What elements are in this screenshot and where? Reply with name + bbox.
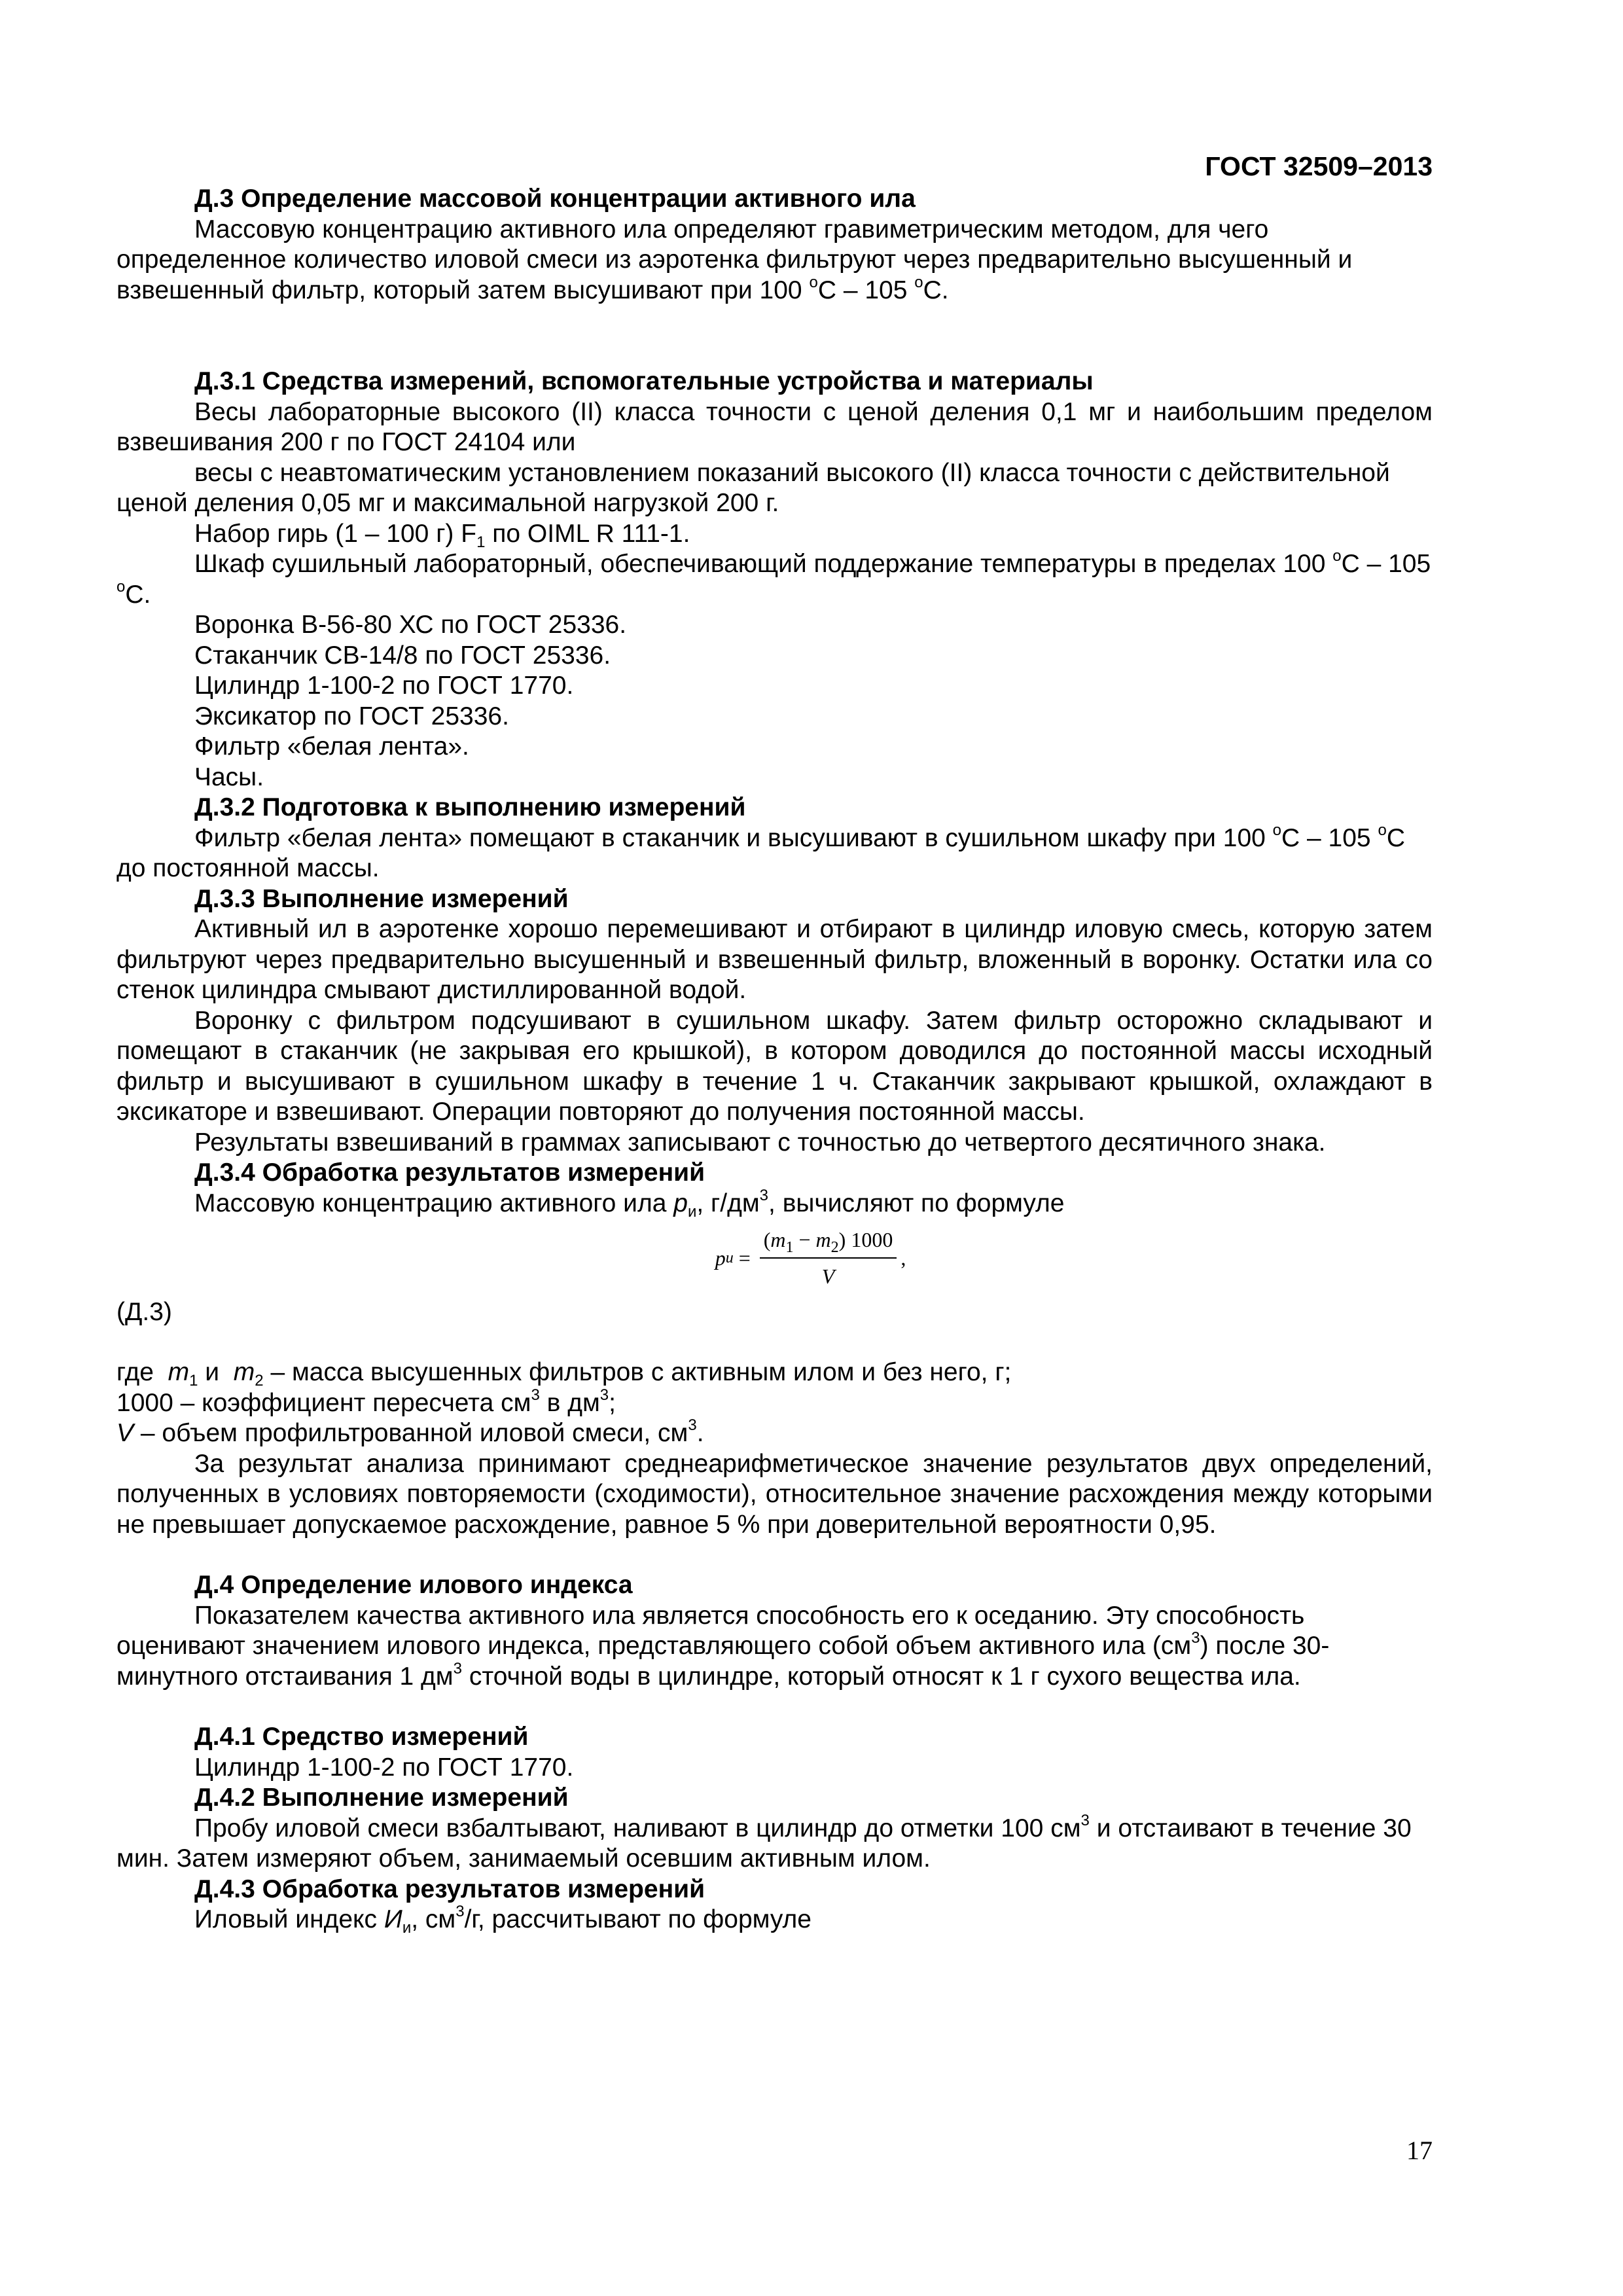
text: , г/дм xyxy=(696,1189,760,1217)
subscript: 1 xyxy=(476,533,486,551)
list-item-funnel: Воронка В-56-80 ХС по ГОСТ 25336. xyxy=(194,611,627,639)
section-heading-d43: Д.4.3 Обработка результатов измерений xyxy=(194,1874,705,1903)
standard-header: ГОСТ 32509–2013 xyxy=(1205,151,1433,181)
text: и xyxy=(198,1358,234,1386)
section-heading-d32: Д.3.2 Подготовка к выполнению измерений xyxy=(194,793,746,821)
formula-lhs: р xyxy=(715,1246,726,1270)
list-item-cylinder-d41: Цилиндр 1-100-2 по ГОСТ 1770. xyxy=(194,1753,574,1782)
paragraph-sampling: Активный ил в аэротенке хорошо перемешивают и отбирают в цилиндр иловую смесь, которую затем фильтруют через предварительно высушенный и взвешенный фильтр, вложенный в воронку. Остатки ила со стенок цилиндра смывают дистиллированной водой. xyxy=(116,915,1433,1004)
formula-equals: = xyxy=(733,1246,756,1270)
text: С – 105 xyxy=(1281,823,1378,852)
where-line-volume xyxy=(116,1418,1433,1449)
subscript: 2 xyxy=(255,1372,264,1390)
text: 1000 – коэффициент пересчета см xyxy=(116,1388,531,1417)
text: Пробу иловой смеси взбалтывают, наливают в цилиндр до отметки 100 см xyxy=(194,1814,1081,1842)
degree-mark: o xyxy=(809,273,818,291)
text: Массовую концентрацию активного ила xyxy=(194,1189,674,1217)
text: сточной воды в цилиндре, который относят к 1 г сухого вещества ила. xyxy=(461,1662,1301,1691)
paren-and-factor: ) 1000 xyxy=(838,1227,893,1251)
where-line-coefficient xyxy=(116,1388,1433,1419)
section-heading-d31: Д.3.1 Средства измерений, вспомогательные устройства и материалы xyxy=(194,367,1094,395)
spacer xyxy=(116,306,1433,367)
text: /г, рассчитывают по формуле xyxy=(464,1905,812,1933)
paren: ( xyxy=(763,1227,771,1251)
formula-denominator: V xyxy=(821,1265,835,1288)
paragraph-preparation xyxy=(116,823,1433,884)
text: Массовую концентрацию активного ила определяют гравиметрическим методом, для чего определенное количество иловой смеси из аэротенка фильтруют через предварительно высушенный и взвешенный фильтр, который затем высушивают при 100 xyxy=(116,215,1353,304)
section-heading-d3: Д.3 Определение массовой концентрации активного ила xyxy=(194,185,916,213)
paragraph-scales-2: весы с неавтоматическим установлением показаний высокого (II) класса точности с действительной ценой деления 0,05 мг и максимальной нагрузкой 200 г. xyxy=(116,458,1390,517)
formula-d3: р и = $\frac{(m_1 - m_2) 1000}{V}$ , xyxy=(116,1219,1433,1297)
degree-mark: o xyxy=(1272,821,1282,839)
degree-mark: o xyxy=(1378,821,1387,839)
degree-mark: o xyxy=(914,273,923,291)
minus-sign: − xyxy=(793,1227,816,1251)
section-heading-d34: Д.3.4 Обработка результатов измерений xyxy=(194,1158,705,1187)
text: – объем профильтрованной иловой смеси, см xyxy=(134,1419,688,1447)
list-item-beaker: Стаканчик СВ-14/8 по ГОСТ 25336. xyxy=(194,641,611,670)
paragraph-oven xyxy=(116,549,1433,610)
text: С – 105 xyxy=(817,276,915,304)
text: по OIML R 111-1. xyxy=(485,519,690,548)
text: Иловый индекс xyxy=(194,1905,384,1933)
subscript: 2 xyxy=(830,1238,839,1256)
spacer xyxy=(116,1692,1433,1722)
page-content xyxy=(116,184,1433,1935)
text: С. xyxy=(125,580,151,609)
page-number: 17 xyxy=(1406,2136,1433,2165)
section-heading-d4: Д.4 Определение илового индекса xyxy=(194,1571,633,1599)
subscript: и xyxy=(687,1202,697,1221)
text: С до постоянной массы. xyxy=(116,823,1405,882)
paragraph-result: За результат анализа принимают среднеарифметическое значение результатов двух определений, полученных в условиях повторяемости (сходимости), относительное значение расхождения между которыми не превышает допускаемое расхождение, равное 5 % при доверительной вероятности 0,95. xyxy=(116,1449,1433,1539)
text: где xyxy=(116,1358,168,1386)
superscript: 3 xyxy=(688,1416,697,1434)
text: в дм xyxy=(539,1388,600,1417)
var-v: V xyxy=(116,1419,134,1447)
text: – масса высушенных фильтров с активным илом и без него, г; xyxy=(263,1358,1012,1386)
subscript: 1 xyxy=(785,1238,794,1256)
paragraph-d3-intro xyxy=(116,215,1433,306)
text: Набор гирь (1 – 100 г) F xyxy=(194,519,477,548)
var-m: m xyxy=(815,1227,831,1251)
text: ; xyxy=(609,1388,616,1417)
formula-comma: , xyxy=(901,1246,906,1270)
superscript: 3 xyxy=(531,1386,540,1404)
var-m: m xyxy=(168,1358,190,1386)
paragraph-weights xyxy=(116,519,1433,550)
text: , см xyxy=(411,1905,456,1933)
degree-mark: o xyxy=(1332,547,1342,565)
symbol: И xyxy=(383,1905,402,1933)
symbol: р xyxy=(673,1189,688,1217)
paragraph-sludge-index xyxy=(116,1601,1433,1693)
superscript: 3 xyxy=(1080,1811,1090,1829)
superscript: 3 xyxy=(599,1386,609,1404)
spacer xyxy=(116,1327,1433,1357)
section-heading-d42: Д.4.2 Выполнение измерений xyxy=(194,1784,569,1812)
list-item-filter: Фильтр «белая лента». xyxy=(194,732,469,761)
text: , вычисляют по формуле xyxy=(768,1189,1065,1217)
formula-numerator xyxy=(760,1225,897,1259)
subscript: 1 xyxy=(189,1372,198,1390)
subscript: и xyxy=(402,1919,412,1937)
text: ) после 30-минутного отстаивания 1 дм xyxy=(116,1632,1330,1691)
superscript: 3 xyxy=(1191,1629,1200,1647)
text: . xyxy=(696,1419,704,1447)
text: С – 105 xyxy=(1341,550,1431,578)
paragraph-drying: Воронку с фильтром подсушивают в сушильном шкафу. Затем фильтр осторожно складывают и помещают в стаканчик (не закрывая его крышкой), в котором доводился до постоянной массы исходный фильтр и высушивают в сушильном шкафу в течение 1 ч. Стаканчик закрывают крышкой, охлаждают в эксикаторе и взвешивают. Операции повторяют до получения постоянной массы. xyxy=(116,1006,1433,1126)
var-m: m xyxy=(233,1358,255,1386)
paragraph-scales-1: Весы лабораторные высокого (II) класса точности с ценой деления 0,1 мг и наибольшим пределом взвешивания 200 г по ГОСТ 24104 или xyxy=(116,397,1433,456)
where-line-masses xyxy=(116,1357,1433,1388)
superscript: 3 xyxy=(455,1903,465,1920)
superscript: 3 xyxy=(759,1186,769,1204)
text: С. xyxy=(923,276,949,304)
text: и отстаивают в течение 30 мин. Затем измеряют объем, занимаемый осевшим активным илом. xyxy=(116,1814,1412,1873)
var-m: m xyxy=(770,1227,786,1251)
text: Фильтр «белая лента» помещают в стаканчик и высушивают в сушильном шкафу при 100 xyxy=(194,823,1273,852)
paragraph-formula-intro xyxy=(116,1186,1433,1221)
superscript: 3 xyxy=(453,1659,462,1677)
list-item-desiccator: Эксикатор по ГОСТ 25336. xyxy=(194,702,509,730)
section-heading-d33: Д.3.3 Выполнение измерений xyxy=(194,884,569,913)
list-item-clock: Часы. xyxy=(194,762,264,791)
paragraph-index-formula-intro xyxy=(116,1905,1433,1935)
text: Показателем качества активного ила является способность его к оседанию. Эту способность оценивают значением илового индекса, представляющего собой объем активного ила (см xyxy=(116,1601,1305,1660)
text: Шкаф сушильный лабораторный, обеспечивающий поддержание температуры в пределах 100 xyxy=(194,550,1333,578)
list-item-cylinder: Цилиндр 1-100-2 по ГОСТ 1770. xyxy=(194,672,574,700)
equation-number: (Д.3) xyxy=(116,1298,172,1326)
formula-fraction xyxy=(760,1225,897,1292)
section-heading-d41: Д.4.1 Средство измерений xyxy=(194,1723,529,1751)
degree-mark: o xyxy=(116,577,126,596)
paragraph-weighing-precision: Результаты взвешиваний в граммах записывают с точностью до четвертого десятичного знака. xyxy=(194,1128,1326,1157)
spacer xyxy=(116,1540,1433,1570)
paragraph-settling xyxy=(116,1811,1433,1874)
